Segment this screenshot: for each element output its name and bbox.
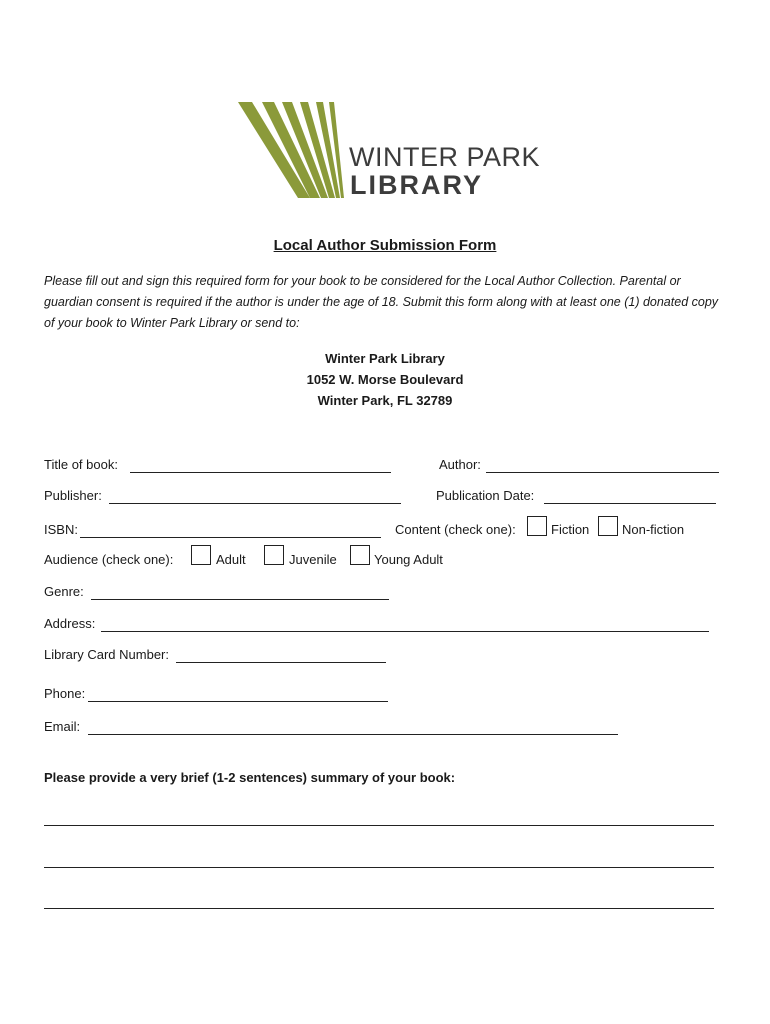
nonfiction-checkbox[interactable]: [598, 516, 618, 536]
title-of-book-label: Title of book:: [44, 457, 118, 472]
genre-label: Genre:: [44, 584, 84, 599]
address-name: Winter Park Library: [325, 351, 445, 366]
phone-field[interactable]: [88, 701, 388, 702]
library-card-field[interactable]: [176, 662, 386, 663]
young-adult-option-label: Young Adult: [374, 552, 443, 567]
adult-option-label: Adult: [216, 552, 246, 567]
summary-line-1[interactable]: [44, 825, 714, 826]
library-logo: [222, 98, 552, 216]
address-city: Winter Park, FL 32789: [317, 393, 453, 408]
isbn-label: ISBN:: [44, 522, 78, 537]
form-intro: Please fill out and sign this required form for your book to be considered for the Local Author Collection. Parental or guardian consent is required if the author is under the age of 18. Submit this form along with at least one (1) donated copy of your book to Winter Park Library or send to:: [44, 274, 719, 330]
content-label: Content (check one):: [395, 522, 516, 537]
summary-line-2[interactable]: [44, 867, 714, 868]
fiction-checkbox[interactable]: [527, 516, 547, 536]
summary-line-3[interactable]: [44, 908, 714, 909]
summary-prompt: Please provide a very brief (1-2 sentences) summary of your book:: [44, 770, 456, 785]
logo-stripes-icon: [222, 98, 347, 203]
publication-date-label: Publication Date:: [436, 488, 535, 503]
address-street: 1052 W. Morse Boulevard: [306, 372, 464, 387]
adult-checkbox[interactable]: [191, 545, 211, 565]
nonfiction-option-label: Non-fiction: [622, 522, 685, 537]
juvenile-option-label: Juvenile: [289, 552, 337, 567]
logo-text-winter-park: WINTER PARK: [349, 142, 541, 172]
address-field[interactable]: [101, 631, 709, 632]
publication-date-field[interactable]: [544, 503, 716, 504]
author-field[interactable]: [486, 472, 719, 473]
publisher-field[interactable]: [109, 503, 401, 504]
logo-text-library: LIBRARY: [350, 170, 483, 200]
audience-label: Audience (check one):: [44, 552, 174, 567]
publisher-label: Publisher:: [44, 488, 102, 503]
title-of-book-field[interactable]: [130, 472, 391, 473]
phone-label: Phone:: [44, 686, 86, 701]
fiction-option-label: Fiction: [551, 522, 590, 537]
isbn-field[interactable]: [80, 537, 381, 538]
library-card-label: Library Card Number:: [44, 647, 169, 662]
young-adult-checkbox[interactable]: [350, 545, 370, 565]
form-title: Local Author Submission Form: [273, 237, 497, 254]
juvenile-checkbox[interactable]: [264, 545, 284, 565]
mailing-address: [0, 348, 770, 411]
address-label: Address:: [44, 616, 96, 631]
email-field[interactable]: [88, 734, 618, 735]
genre-field[interactable]: [91, 599, 389, 600]
author-label: Author:: [439, 457, 481, 472]
email-label: Email:: [44, 719, 81, 734]
